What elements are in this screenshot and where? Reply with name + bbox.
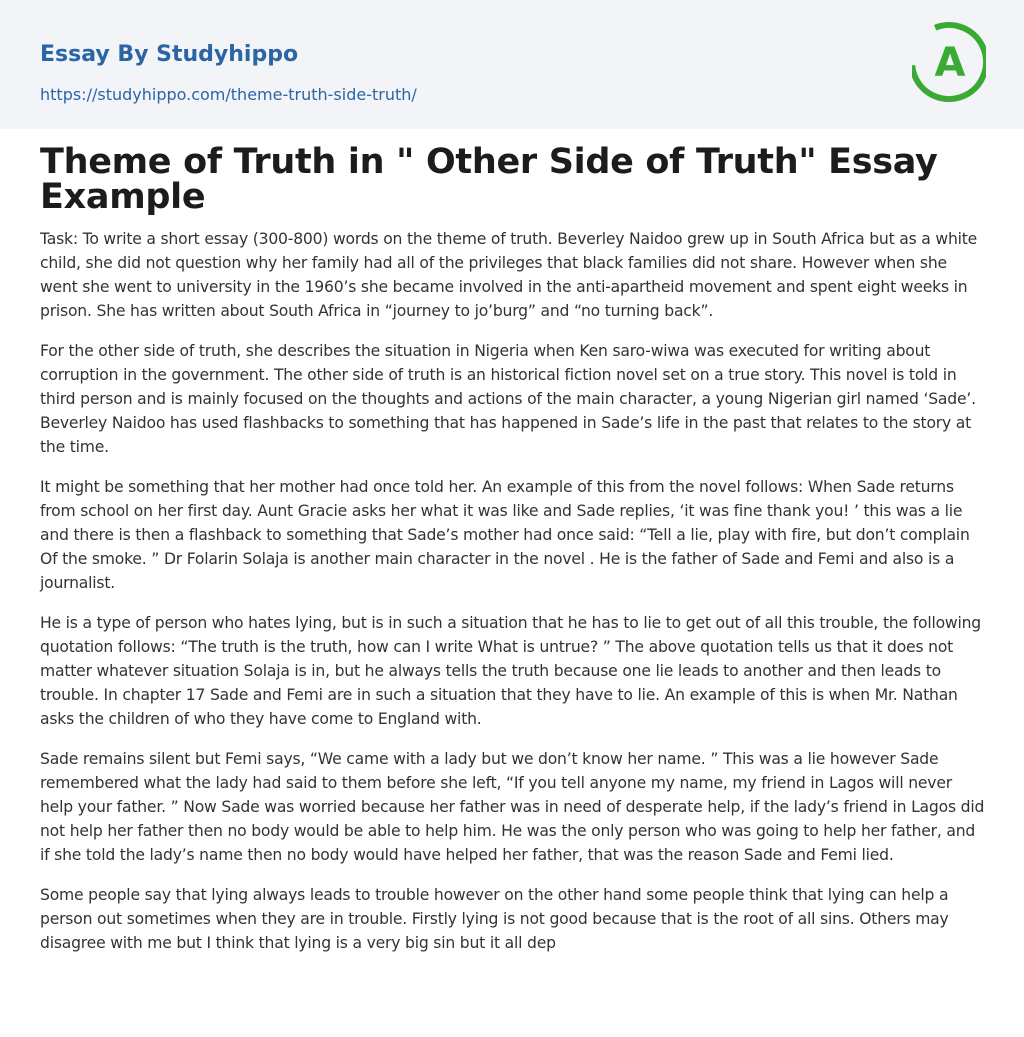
article-title: Theme of Truth in " Other Side of Truth" Essay Example bbox=[40, 142, 938, 217]
article bbox=[40, 142, 988, 971]
studyhippo-logo-icon[interactable] bbox=[912, 18, 986, 106]
article-paragraph-6: Some people say that lying always leads to trouble however on the other hand some people think that lying can help a person out sometimes when they are in trouble. Firstly lying is not good because that is the root of all sins. Others may disagree with me but I think that lying is a very big sin but it all dep bbox=[40, 886, 949, 952]
site-brand[interactable]: Essay By Studyhippo bbox=[40, 42, 299, 67]
logo-letter: A bbox=[934, 40, 966, 86]
article-paragraph-2: For the other side of truth, she describes the situation in Nigeria when Ken saro-wiwa was executed for writing about corruption in the government. The other side of truth is an historical fiction novel set on a true story. This novel is told in third person and is mainly focused on the thoughts and actions of the main character, a young Nigerian girl named ‘Sade’. Beverley Naidoo has used flashbacks to something that has happened in Sade’s life in the past that relates to the story at the time. bbox=[40, 342, 976, 456]
article-paragraph-1: Task: To write a short essay (300-800) words on the theme of truth. Beverley Naidoo grew up in South Africa but as a white child, she did not question why her family had all of the privileges that black families did not share. However when she went she went to university in the 1960’s she became involved in the anti-apartheid movement and spent eight weeks in prison. She has written about South Africa in “journey to jo’burg” and “no turning back”. bbox=[40, 230, 978, 320]
article-paragraph-4: He is a type of person who hates lying, but is in such a situation that he has to lie to get out of all this trouble, the following quotation follows: “The truth is the truth, how can I write What is untrue? ” The above quotation tells us that it does not matter whatever situation Solaja is in, but he always tells the truth because one lie leads to another and then leads to trouble. In chapter 17 Sade and Femi are in such a situation that they have to lie. An example of this is when Mr. Nathan asks the children of who they have come to England with. bbox=[40, 614, 981, 728]
article-paragraph-3: It might be something that her mother had once told her. An example of this from the novel follows: When Sade returns from school on her first day. Aunt Gracie asks her what it was like and Sade replies, ‘it was fine thank you! ’ this was a lie and there is then a flashback to something that Sade’s mother had once said: “Tell a lie, play with fire, but don’t complain Of the smoke. ” Dr Folarin Solaja is another main character in the novel . He is the father of Sade and Femi and also is a journalist. bbox=[40, 478, 970, 592]
page-url-link[interactable]: https://studyhippo.com/theme-truth-side-truth/ bbox=[40, 85, 417, 104]
article-paragraph-5: Sade remains silent but Femi says, “We came with a lady but we don’t know her name. ” This was a lie however Sade remembered what the lady had said to them before she left, “If you tell anyone my name, my friend in Lagos will never help your father. ” Now Sade was worried because her father was in need of desperate help, if the lady’s friend in Lagos did not help her father then no body would be able to help him. He was the only person who was going to help her father, and if she told the lady’s name then no body would have helped her father, that was the reason Sade and Femi lied. bbox=[40, 750, 985, 864]
site-header bbox=[0, 0, 1024, 129]
